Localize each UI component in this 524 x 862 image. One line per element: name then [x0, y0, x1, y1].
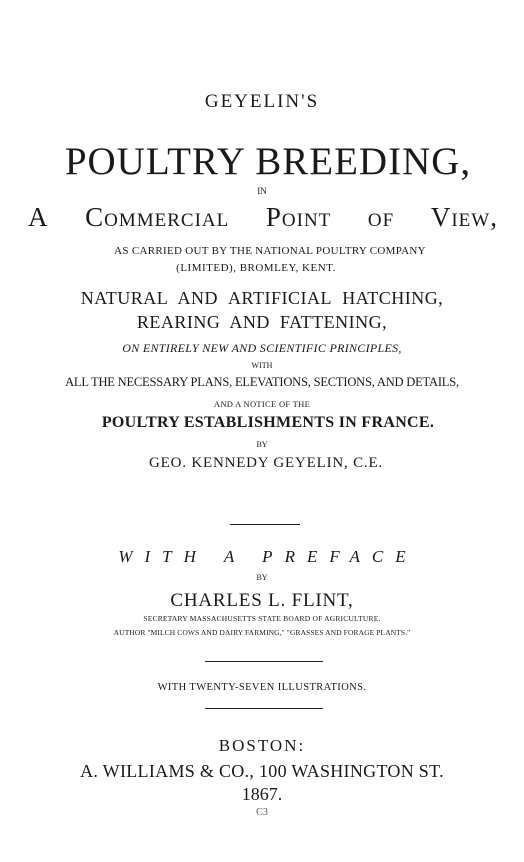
divider-2 — [205, 661, 323, 662]
by-word-2: BY — [256, 573, 268, 582]
book-title: POULTRY BREEDING, — [64, 140, 472, 183]
natural-hatching-line: NATURAL AND ARTIFICIAL HATCHING, — [80, 288, 444, 308]
subtitle-word-of: of — [367, 202, 395, 232]
carried-out-line-2: (LIMITED), BROMLEY, KENT. — [176, 262, 336, 274]
in-word: IN — [257, 186, 267, 196]
subtitle-word-a: A — [28, 202, 49, 232]
library-mark: C3 — [256, 807, 268, 818]
preface-line: WITH A PREFACE — [118, 547, 418, 566]
author-heading: GEYELIN'S — [204, 91, 320, 112]
rearing-line: REARING AND FATTENING, — [136, 312, 388, 332]
plans-line: ALL THE NECESSARY PLANS, ELEVATIONS, SECTIONS, AND DETAILS, — [65, 375, 459, 389]
subtitle-word-point: Point — [265, 202, 332, 232]
year-line: 1867. — [241, 784, 283, 804]
by-word-1: BY — [256, 440, 268, 449]
establishments-line: POULTRY ESTABLISHMENTS IN FRANCE. — [101, 414, 435, 431]
secretary-line: SECRETARY MASSACHUSETTS STATE BOARD OF AGRICULTURE. — [143, 614, 381, 623]
preface-author: CHARLES L. FLINT, — [170, 590, 354, 611]
principles-line: ON ENTIRELY NEW AND SCIENTIFIC PRINCIPLES, — [122, 341, 402, 355]
author-of-line: AUTHOR "MILCH COWS AND DAIRY FARMING," "GRASSES AND FORAGE PLANTS." — [113, 628, 411, 637]
carried-out-line-1: AS CARRIED OUT BY THE NATIONAL POULTRY COMPANY — [114, 245, 426, 257]
subtitle-word-commercial: Commercial — [85, 202, 230, 232]
illustrations-line: WITH TWENTY-SEVEN ILLUSTRATIONS. — [157, 682, 367, 693]
subtitle-line — [28, 204, 498, 231]
divider-3 — [205, 708, 323, 709]
author-line: GEO. KENNEDY GEYELIN, C.E. — [149, 455, 383, 471]
publisher-line: A. WILLIAMS & CO., 100 WASHINGTON ST. — [80, 761, 444, 781]
with-word: WITH — [251, 361, 273, 370]
city-line: BOSTON: — [218, 736, 306, 755]
divider-1 — [230, 524, 300, 525]
notice-line: AND A NOTICE OF THE — [213, 399, 311, 409]
subtitle-word-view: View, — [430, 202, 498, 232]
